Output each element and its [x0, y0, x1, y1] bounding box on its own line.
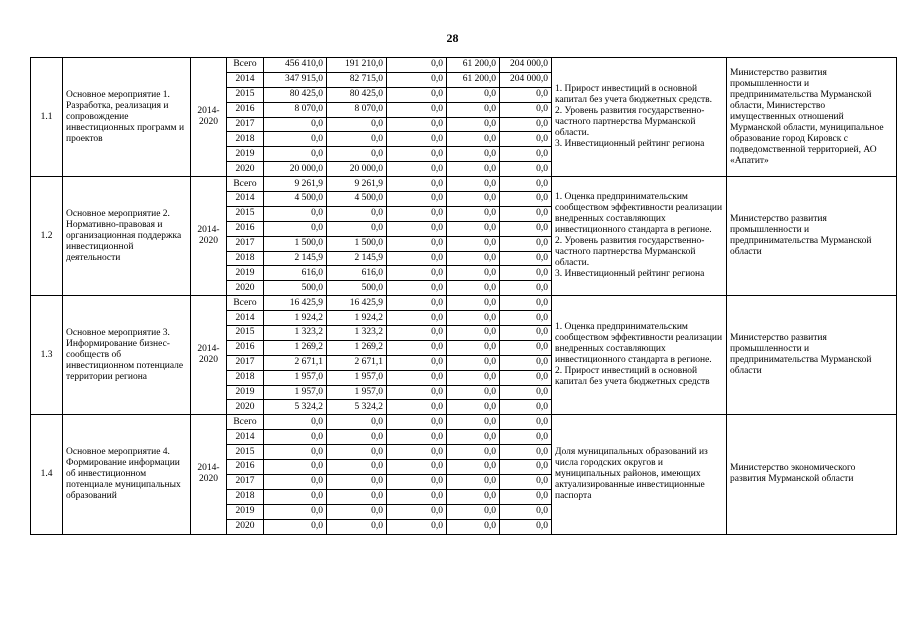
value-cell: 0,0	[500, 474, 552, 489]
value-cell: 0,0	[264, 147, 327, 162]
value-cell: 0,0	[387, 445, 447, 460]
value-cell: 2 145,9	[264, 251, 327, 266]
value-cell: 0,0	[447, 519, 500, 534]
value-cell: 0,0	[264, 519, 327, 534]
value-cell: 0,0	[447, 221, 500, 236]
period: 2014-2020	[191, 58, 227, 177]
period: 2014-2020	[191, 415, 227, 534]
year-cell: 2017	[227, 474, 264, 489]
value-cell: 0,0	[500, 132, 552, 147]
value-cell: 0,0	[447, 445, 500, 460]
value-cell: 0,0	[500, 221, 552, 236]
value-cell: 0,0	[387, 251, 447, 266]
indicator-item: 2. Уровень развития государственно-частного партнерства Мурманской области.	[555, 106, 705, 139]
value-cell: 0,0	[500, 355, 552, 370]
year-cell: Всего	[227, 58, 264, 73]
year-cell: Всего	[227, 296, 264, 311]
value-cell: 0,0	[500, 340, 552, 355]
value-cell: 4 500,0	[327, 192, 387, 207]
value-cell: 0,0	[264, 504, 327, 519]
value-cell: 0,0	[387, 355, 447, 370]
value-cell: 0,0	[327, 415, 387, 430]
year-cell: Всего	[227, 177, 264, 192]
value-cell: 0,0	[447, 281, 500, 296]
value-cell: 9 261,9	[327, 177, 387, 192]
value-cell: 16 425,9	[264, 296, 327, 311]
value-cell: 0,0	[500, 147, 552, 162]
value-cell: 0,0	[447, 340, 500, 355]
year-cell: 2019	[227, 504, 264, 519]
measure-name: Основное мероприятие 1. Разработка, реализация и сопровождение инвестиционных программ и проектов	[63, 58, 191, 177]
period: 2014-2020	[191, 296, 227, 415]
value-cell: 0,0	[327, 206, 387, 221]
value-cell: 0,0	[500, 385, 552, 400]
value-cell: 0,0	[500, 162, 552, 177]
value-cell: 0,0	[387, 72, 447, 87]
value-cell: 0,0	[447, 251, 500, 266]
value-cell: 500,0	[264, 281, 327, 296]
page-number: 28	[446, 31, 459, 45]
value-cell: 0,0	[387, 326, 447, 341]
value-cell: 0,0	[387, 400, 447, 415]
value-cell: 0,0	[387, 415, 447, 430]
value-cell: 0,0	[500, 326, 552, 341]
value-cell: 0,0	[264, 221, 327, 236]
value-cell: 0,0	[387, 281, 447, 296]
year-cell: 2014	[227, 430, 264, 445]
value-cell: 0,0	[500, 445, 552, 460]
value-cell: 1 957,0	[327, 370, 387, 385]
value-cell: 1 957,0	[264, 385, 327, 400]
period: 2014-2020	[191, 177, 227, 296]
value-cell: 0,0	[387, 221, 447, 236]
value-cell: 0,0	[447, 147, 500, 162]
value-cell: 0,0	[447, 177, 500, 192]
value-cell: 0,0	[327, 489, 387, 504]
value-cell: 2 671,1	[264, 355, 327, 370]
value-cell: 0,0	[387, 206, 447, 221]
executor-cell: Министерство развития промышленности и предпринимательства Мурманской области	[727, 296, 897, 415]
indicator-item: 1. Оценка предпринимательским сообществом эффективности реализации внедренных составляющих инвестиционного стандарта в регионе.	[555, 192, 723, 236]
value-cell: 20 000,0	[264, 162, 327, 177]
value-cell: 0,0	[500, 117, 552, 132]
value-cell: 204 000,0	[500, 58, 552, 73]
value-cell: 0,0	[500, 415, 552, 430]
year-cell: 2019	[227, 266, 264, 281]
value-cell: 0,0	[500, 266, 552, 281]
value-cell: 456 410,0	[264, 58, 327, 73]
value-cell: 0,0	[447, 400, 500, 415]
year-cell: 2016	[227, 102, 264, 117]
value-cell: 204 000,0	[500, 72, 552, 87]
value-cell: 20 000,0	[327, 162, 387, 177]
value-cell: 0,0	[387, 504, 447, 519]
value-cell: 0,0	[264, 117, 327, 132]
executor-cell: Министерство развития промышленности и предпринимательства Мурманской области	[727, 177, 897, 296]
program-table	[30, 57, 897, 535]
executor-cell: Министерство экономического развития Мурманской области	[727, 415, 897, 534]
value-cell: 0,0	[387, 236, 447, 251]
value-cell: 0,0	[387, 162, 447, 177]
executor-cell: Министерство развития промышленности и предпринимательства Мурманской области, Министерство имущественных отношений Мурманской области, муниципальное образование город Кировск с подведомственной территорией, АО «Апатит»	[727, 58, 897, 177]
value-cell: 0,0	[447, 311, 500, 326]
value-cell: 0,0	[327, 460, 387, 475]
value-cell: 0,0	[447, 236, 500, 251]
value-cell: 0,0	[387, 58, 447, 73]
year-cell: 2014	[227, 72, 264, 87]
indicators-cell	[552, 58, 727, 177]
value-cell: 0,0	[447, 132, 500, 147]
value-cell: 8 070,0	[327, 102, 387, 117]
indicator-item: 2. Уровень развития государственно-частного партнерства Мурманской области.	[555, 236, 705, 269]
value-cell: 0,0	[500, 177, 552, 192]
indicator-item: 3. Инвестиционный рейтинг региона	[555, 269, 705, 280]
year-cell: 2017	[227, 355, 264, 370]
value-cell: 0,0	[447, 415, 500, 430]
value-cell: 0,0	[264, 132, 327, 147]
year-cell: 2018	[227, 251, 264, 266]
value-cell: 2 671,1	[327, 355, 387, 370]
value-cell: 0,0	[264, 474, 327, 489]
year-cell: 2020	[227, 519, 264, 534]
value-cell: 0,0	[327, 474, 387, 489]
value-cell: 2 145,9	[327, 251, 387, 266]
value-cell: 616,0	[327, 266, 387, 281]
indicator-item: 1. Оценка предпринимательским сообществом эффективности реализации внедренных составляющих инвестиционного стандарта в регионе.	[555, 322, 723, 366]
value-cell: 1 957,0	[327, 385, 387, 400]
value-cell: 0,0	[387, 519, 447, 534]
value-cell: 500,0	[327, 281, 387, 296]
value-cell: 0,0	[387, 296, 447, 311]
value-cell: 82 715,0	[327, 72, 387, 87]
value-cell: 0,0	[387, 370, 447, 385]
value-cell: 0,0	[327, 117, 387, 132]
table-row	[31, 415, 897, 430]
value-cell: 0,0	[387, 192, 447, 207]
value-cell: 0,0	[500, 311, 552, 326]
row-number: 1.3	[31, 296, 63, 415]
value-cell: 1 500,0	[327, 236, 387, 251]
value-cell: 0,0	[447, 206, 500, 221]
value-cell: 0,0	[327, 221, 387, 236]
value-cell: 0,0	[387, 266, 447, 281]
row-number: 1.1	[31, 58, 63, 177]
indicator-item: 3. Инвестиционный рейтинг региона	[555, 139, 705, 150]
year-cell: 2015	[227, 206, 264, 221]
value-cell: 16 425,9	[327, 296, 387, 311]
table-row	[31, 296, 897, 311]
value-cell: 347 915,0	[264, 72, 327, 87]
value-cell: 0,0	[387, 311, 447, 326]
year-cell: 2019	[227, 147, 264, 162]
year-cell: 2017	[227, 236, 264, 251]
year-cell: 2019	[227, 385, 264, 400]
value-cell: 0,0	[387, 340, 447, 355]
value-cell: 1 323,2	[327, 326, 387, 341]
value-cell: 0,0	[387, 117, 447, 132]
value-cell: 0,0	[500, 430, 552, 445]
table-body	[31, 58, 897, 535]
value-cell: 80 425,0	[327, 87, 387, 102]
year-cell: Всего	[227, 415, 264, 430]
value-cell: 1 269,2	[327, 340, 387, 355]
year-cell: 2015	[227, 445, 264, 460]
value-cell: 0,0	[500, 489, 552, 504]
value-cell: 0,0	[500, 370, 552, 385]
row-number: 1.4	[31, 415, 63, 534]
value-cell: 0,0	[264, 430, 327, 445]
value-cell: 1 323,2	[264, 326, 327, 341]
value-cell: 0,0	[447, 355, 500, 370]
value-cell: 0,0	[447, 430, 500, 445]
value-cell: 0,0	[447, 489, 500, 504]
measure-name: Основное мероприятие 3. Информирование бизнес-сообществ об инвестиционном потенциале территории региона	[63, 296, 191, 415]
year-cell: 2020	[227, 400, 264, 415]
value-cell: 0,0	[387, 87, 447, 102]
year-cell: 2018	[227, 370, 264, 385]
value-cell: 0,0	[447, 87, 500, 102]
value-cell: 0,0	[500, 296, 552, 311]
value-cell: 0,0	[447, 117, 500, 132]
value-cell: 0,0	[500, 400, 552, 415]
indicators-cell	[552, 415, 727, 534]
value-cell: 0,0	[264, 489, 327, 504]
value-cell: 0,0	[447, 296, 500, 311]
value-cell: 1 924,2	[327, 311, 387, 326]
value-cell: 1 957,0	[264, 370, 327, 385]
value-cell: 0,0	[327, 132, 387, 147]
value-cell: 0,0	[327, 147, 387, 162]
value-cell: 0,0	[500, 460, 552, 475]
value-cell: 1 500,0	[264, 236, 327, 251]
value-cell: 0,0	[264, 206, 327, 221]
value-cell: 0,0	[264, 415, 327, 430]
value-cell: 0,0	[387, 147, 447, 162]
value-cell: 0,0	[500, 251, 552, 266]
value-cell: 0,0	[447, 326, 500, 341]
year-cell: 2016	[227, 460, 264, 475]
value-cell: 0,0	[500, 281, 552, 296]
value-cell: 0,0	[500, 192, 552, 207]
year-cell: 2018	[227, 132, 264, 147]
value-cell: 0,0	[447, 266, 500, 281]
value-cell: 0,0	[387, 177, 447, 192]
indicator-item: Доля муниципальных образований из числа городских округов и муниципальных районов, имеющих актуализированные инвестиционные паспорта	[555, 446, 708, 501]
value-cell: 0,0	[447, 162, 500, 177]
year-cell: 2018	[227, 489, 264, 504]
value-cell: 1 924,2	[264, 311, 327, 326]
table-row	[31, 177, 897, 192]
value-cell: 191 210,0	[327, 58, 387, 73]
value-cell: 1 269,2	[264, 340, 327, 355]
value-cell: 0,0	[447, 370, 500, 385]
measure-name: Основное мероприятие 2. Нормативно-правовая и организационная поддержка инвестиционной деятельности	[63, 177, 191, 296]
value-cell: 0,0	[387, 385, 447, 400]
value-cell: 0,0	[327, 445, 387, 460]
value-cell: 0,0	[387, 102, 447, 117]
row-number: 1.2	[31, 177, 63, 296]
value-cell: 0,0	[500, 87, 552, 102]
value-cell: 5 324,2	[264, 400, 327, 415]
year-cell: 2020	[227, 162, 264, 177]
value-cell: 0,0	[387, 132, 447, 147]
indicators-cell	[552, 296, 727, 415]
value-cell: 0,0	[387, 430, 447, 445]
value-cell: 0,0	[447, 504, 500, 519]
value-cell: 0,0	[387, 474, 447, 489]
value-cell: 4 500,0	[264, 192, 327, 207]
value-cell: 0,0	[327, 504, 387, 519]
value-cell: 0,0	[327, 519, 387, 534]
indicator-item: 1. Прирост инвестиций в основной капитал без учета бюджетных средств.	[555, 84, 712, 106]
value-cell: 5 324,2	[327, 400, 387, 415]
value-cell: 0,0	[387, 460, 447, 475]
value-cell: 0,0	[447, 102, 500, 117]
value-cell: 0,0	[500, 102, 552, 117]
indicator-item: 2. Прирост инвестиций в основной капитал без учета бюджетных средств	[555, 366, 710, 388]
value-cell: 616,0	[264, 266, 327, 281]
value-cell: 0,0	[327, 430, 387, 445]
year-cell: 2014	[227, 311, 264, 326]
value-cell: 0,0	[387, 489, 447, 504]
year-cell: 2015	[227, 87, 264, 102]
value-cell: 0,0	[500, 504, 552, 519]
value-cell: 0,0	[264, 460, 327, 475]
value-cell: 0,0	[447, 192, 500, 207]
value-cell: 8 070,0	[264, 102, 327, 117]
value-cell: 80 425,0	[264, 87, 327, 102]
indicators-cell	[552, 177, 727, 296]
value-cell: 0,0	[500, 519, 552, 534]
year-cell: 2017	[227, 117, 264, 132]
year-cell: 2016	[227, 221, 264, 236]
value-cell: 0,0	[447, 385, 500, 400]
year-cell: 2015	[227, 326, 264, 341]
year-cell: 2014	[227, 192, 264, 207]
value-cell: 0,0	[500, 236, 552, 251]
year-cell: 2020	[227, 281, 264, 296]
value-cell: 61 200,0	[447, 58, 500, 73]
table-row	[31, 58, 897, 73]
measure-name: Основное мероприятие 4. Формирование информации об инвестиционном потенциале муниципальных образований	[63, 415, 191, 534]
year-cell: 2016	[227, 340, 264, 355]
value-cell: 0,0	[447, 474, 500, 489]
value-cell: 0,0	[500, 206, 552, 221]
value-cell: 61 200,0	[447, 72, 500, 87]
value-cell: 0,0	[447, 460, 500, 475]
value-cell: 0,0	[264, 445, 327, 460]
value-cell: 9 261,9	[264, 177, 327, 192]
